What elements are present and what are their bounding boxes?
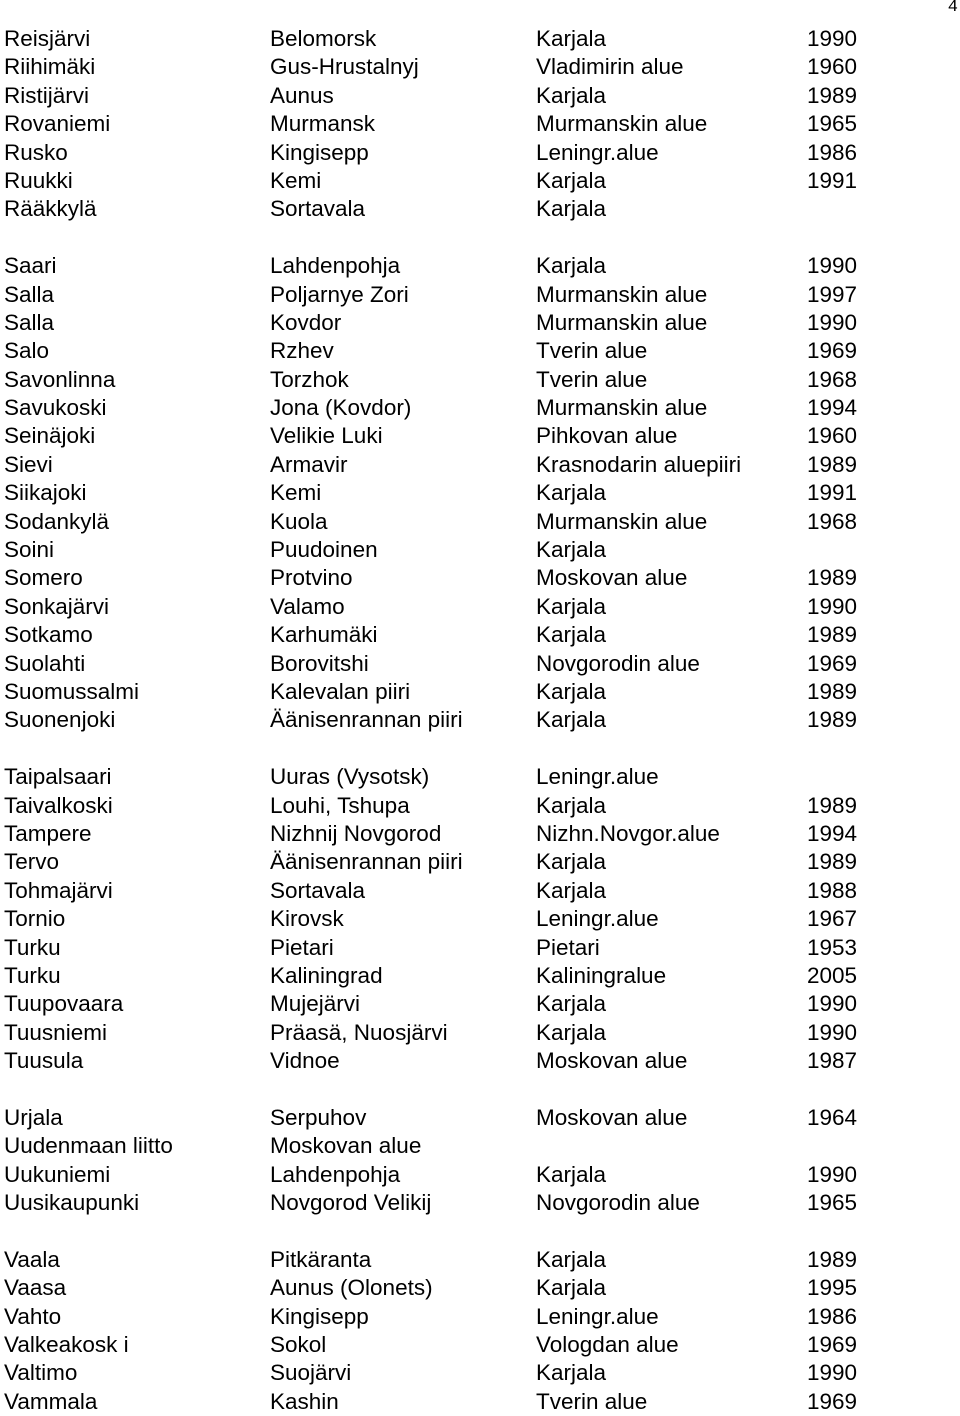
region-cell: Leningr.alue [536, 1303, 659, 1329]
partner-town-cell: Äänisenrannan piiri [270, 849, 463, 875]
finnish-municipality-cell: Turku [4, 962, 61, 988]
finnish-municipality-cell: Tampere [4, 820, 92, 846]
table-row [4, 1189, 884, 1217]
blank-row [4, 735, 884, 763]
partner-town-cell: Präasä, Nuosjärvi [270, 1019, 448, 1045]
finnish-municipality-cell: Somero [4, 565, 83, 591]
table-row [4, 593, 884, 621]
blank-row [4, 1217, 884, 1245]
region-cell: Novgorodin alue [536, 1190, 700, 1216]
year-cell: 1995 [806, 1275, 857, 1301]
finnish-municipality-cell: Savukoski [4, 395, 107, 421]
table-row [4, 1019, 884, 1047]
table-row [4, 366, 884, 394]
finnish-municipality-cell: Tuupovaara [4, 991, 124, 1017]
partner-town-cell: Puudoinen [270, 537, 378, 563]
finnish-municipality-cell: Vaala [4, 1246, 60, 1272]
table-row [4, 706, 884, 734]
finnish-municipality-cell: Sotkamo [4, 622, 93, 648]
partner-town-cell: Pietari [270, 934, 334, 960]
year-cell: 1989 [806, 1246, 857, 1272]
year-cell: 1968 [806, 366, 857, 392]
partner-town-cell: Poljarnye Zori [270, 281, 409, 307]
finnish-municipality-cell: Suolahti [4, 650, 86, 676]
table-row [4, 1047, 884, 1075]
finnish-municipality-cell: Uusikaupunki [4, 1190, 140, 1216]
region-cell: Nizhn.Novgor.alue [536, 820, 720, 846]
year-cell: 1990 [806, 991, 857, 1017]
finnish-municipality-cell: Salo [4, 338, 50, 364]
region-cell: Murmanskin alue [536, 309, 708, 335]
finnish-municipality-cell: Taipalsaari [4, 764, 112, 790]
year-cell: 1988 [806, 877, 857, 903]
region-cell: Karjala [536, 196, 607, 222]
table-row [4, 792, 884, 820]
year-cell: 1989 [806, 792, 857, 818]
year-cell: 1990 [806, 309, 857, 335]
region-cell: Karjala [536, 82, 607, 108]
table-row [4, 848, 884, 876]
partner-town-cell: Jona (Kovdor) [270, 395, 412, 421]
blank-row [4, 224, 884, 252]
partner-town-cell: Äänisenrannan piiri [270, 707, 463, 733]
partner-town-cell: Murmansk [270, 111, 376, 137]
partner-town-cell: Kemi [270, 480, 322, 506]
region-cell: Murmanskin alue [536, 111, 708, 137]
year-cell: 1990 [806, 253, 857, 279]
region-cell: Moskovan alue [536, 1048, 688, 1074]
region-cell: Karjala [536, 167, 607, 193]
table-row [4, 394, 884, 422]
finnish-municipality-cell: Siikajoki [4, 480, 87, 506]
table-row [4, 650, 884, 678]
region-cell: Karjala [536, 253, 607, 279]
region-cell: Karjala [536, 1019, 607, 1045]
year-cell: 1989 [806, 678, 857, 704]
partner-town-cell: Velikie Luki [270, 423, 383, 449]
region-cell: Tverin alue [536, 338, 648, 364]
region-cell: Karjala [536, 991, 607, 1017]
year-cell: 2005 [806, 962, 857, 988]
finnish-municipality-cell: Vaasa [4, 1275, 67, 1301]
finnish-municipality-cell: Riihimäki [4, 54, 96, 80]
year-cell: 1953 [806, 934, 857, 960]
partner-town-cell: Armavir [270, 451, 348, 477]
table-row [4, 990, 884, 1018]
finnish-municipality-cell: Salla [4, 281, 55, 307]
year-cell: 1987 [806, 1048, 857, 1074]
finnish-municipality-cell: Turku [4, 934, 61, 960]
year-cell: 1989 [806, 849, 857, 875]
table-row [4, 337, 884, 365]
year-cell: 1968 [806, 508, 857, 534]
partner-town-cell: Uuras (Vysotsk) [270, 764, 430, 790]
region-cell: Karjala [536, 1246, 607, 1272]
finnish-municipality-cell: Soini [4, 537, 55, 563]
table-row [4, 763, 884, 791]
blank-row [4, 1075, 884, 1103]
year-cell: 1989 [806, 451, 857, 477]
region-cell: Karjala [536, 1275, 607, 1301]
finnish-municipality-cell: Reisjärvi [4, 26, 91, 51]
year-cell: 1990 [806, 1019, 857, 1045]
region-cell: Leningr.alue [536, 139, 659, 165]
finnish-municipality-cell: Rääkkylä [4, 196, 97, 222]
partner-town-cell: Lahdenpohja [270, 253, 401, 279]
finnish-municipality-cell: Tohmajärvi [4, 877, 113, 903]
partner-town-cell: Novgorod Velikij [270, 1190, 432, 1216]
partner-town-cell: Protvino [270, 565, 353, 591]
region-cell: Vladimirin alue [536, 54, 684, 80]
year-cell: 1990 [806, 26, 857, 51]
table-row [4, 479, 884, 507]
region-cell: Karjala [536, 849, 607, 875]
table-row [4, 678, 884, 706]
partner-town-cell: Nizhnij Novgorod [270, 820, 442, 846]
partner-town-cell: Serpuhov [270, 1104, 367, 1130]
table-row [4, 1246, 884, 1274]
partner-town-cell: Sokol [270, 1331, 327, 1357]
finnish-municipality-cell: Urjala [4, 1104, 63, 1130]
region-cell: Murmanskin alue [536, 508, 708, 534]
region-cell: Murmanskin alue [536, 395, 708, 421]
year-cell: 1964 [806, 1104, 857, 1130]
partner-town-cell: Mujejärvi [270, 991, 361, 1017]
year-cell: 1989 [806, 82, 857, 108]
table-row [4, 1359, 884, 1387]
table-row [4, 110, 884, 138]
table-row [4, 25, 884, 53]
region-cell: Karjala [536, 537, 607, 563]
finnish-municipality-cell: Ristijärvi [4, 82, 90, 108]
region-cell: Tverin alue [536, 1388, 648, 1414]
table-row [4, 962, 884, 990]
year-cell: 1969 [806, 338, 857, 364]
town-twinning-table [4, 25, 884, 1416]
region-cell: Moskovan alue [536, 1104, 688, 1130]
table-row [4, 621, 884, 649]
region-cell: Moskovan alue [536, 565, 688, 591]
table-row [4, 422, 884, 450]
region-cell: Pietari [536, 934, 600, 960]
partner-town-cell: Kalevalan piiri [270, 678, 411, 704]
year-cell: 1969 [806, 1388, 857, 1414]
finnish-municipality-cell: Uukuniemi [4, 1161, 111, 1187]
partner-town-cell: Suojärvi [270, 1360, 352, 1386]
year-cell: 1990 [806, 1360, 857, 1386]
table-row [4, 536, 884, 564]
year-cell: 1994 [806, 395, 857, 421]
finnish-municipality-cell: Valkeakosk i [4, 1331, 129, 1357]
finnish-municipality-cell: Savonlinna [4, 366, 116, 392]
partner-town-cell: Kemi [270, 167, 322, 193]
partner-town-cell: Kuola [270, 508, 328, 534]
region-cell: Karjala [536, 622, 607, 648]
finnish-municipality-cell: Sievi [4, 451, 53, 477]
finnish-municipality-cell: Tervo [4, 849, 60, 875]
year-cell: 1990 [806, 1161, 857, 1187]
region-cell: Karjala [536, 877, 607, 903]
table-row [4, 877, 884, 905]
partner-town-cell: Borovitshi [270, 650, 369, 676]
partner-town-cell: Sortavala [270, 877, 366, 903]
year-cell: 1986 [806, 139, 857, 165]
partner-town-cell: Moskovan alue [270, 1133, 422, 1159]
year-cell: 1965 [806, 1190, 857, 1216]
partner-town-cell: Torzhok [270, 366, 349, 392]
partner-town-cell: Kovdor [270, 309, 342, 335]
table-row [4, 905, 884, 933]
year-cell: 1989 [806, 565, 857, 591]
region-cell: Novgorodin alue [536, 650, 700, 676]
finnish-municipality-cell: Tuusula [4, 1048, 84, 1074]
finnish-municipality-cell: Saari [4, 253, 57, 279]
table-row [4, 1303, 884, 1331]
table-row [4, 508, 884, 536]
finnish-municipality-cell: Rusko [4, 139, 68, 165]
year-cell: 1989 [806, 707, 857, 733]
year-cell: 1991 [806, 167, 857, 193]
region-cell: Vologdan alue [536, 1331, 679, 1357]
table-row [4, 281, 884, 309]
partner-town-cell: Lahdenpohja [270, 1161, 401, 1187]
year-cell: 1965 [806, 111, 857, 137]
partner-town-cell: Valamo [270, 593, 345, 619]
partner-town-cell: Gus-Hrustalnyj [270, 54, 419, 80]
finnish-municipality-cell: Seinäjoki [4, 423, 96, 449]
finnish-municipality-cell: Sodankylä [4, 508, 110, 534]
table-row [4, 820, 884, 848]
table-row [4, 53, 884, 81]
table-row [4, 1388, 884, 1416]
partner-town-cell: Belomorsk [270, 26, 377, 51]
region-cell: Leningr.alue [536, 764, 659, 790]
finnish-municipality-cell: Suonenjoki [4, 707, 116, 733]
finnish-municipality-cell: Sonkajärvi [4, 593, 110, 619]
year-cell: 1969 [806, 650, 857, 676]
region-cell: Karjala [536, 1161, 607, 1187]
region-cell: Pihkovan alue [536, 423, 678, 449]
year-cell: 1960 [806, 423, 857, 449]
table-row [4, 1104, 884, 1132]
finnish-municipality-cell: Vammala [4, 1388, 98, 1414]
finnish-municipality-cell: Vahto [4, 1303, 62, 1329]
region-cell: Kaliningralue [536, 962, 667, 988]
finnish-municipality-cell: Tornio [4, 906, 66, 932]
partner-town-cell: Louhi, Tshupa [270, 792, 410, 818]
table-row [4, 309, 884, 337]
region-cell: Karjala [536, 792, 607, 818]
table-row [4, 451, 884, 479]
table-row [4, 564, 884, 592]
year-cell: 1960 [806, 54, 857, 80]
partner-town-cell: Kirovsk [270, 906, 344, 932]
finnish-municipality-cell: Tuusniemi [4, 1019, 107, 1045]
table-row [4, 934, 884, 962]
partner-town-cell: Aunus (Olonets) [270, 1275, 433, 1301]
partner-town-cell: Rzhev [270, 338, 334, 364]
table-row [4, 1331, 884, 1359]
partner-town-cell: Karhumäki [270, 622, 378, 648]
partner-town-cell: Kingisepp [270, 139, 369, 165]
year-cell: 1967 [806, 906, 857, 932]
table-row [4, 252, 884, 280]
table-row [4, 82, 884, 110]
table-row [4, 139, 884, 167]
finnish-municipality-cell: Salla [4, 309, 55, 335]
partner-town-cell: Kashin [270, 1388, 339, 1414]
year-cell: 1969 [806, 1331, 857, 1357]
table-row [4, 1274, 884, 1302]
year-cell: 1989 [806, 622, 857, 648]
partner-town-cell: Aunus [270, 82, 334, 108]
region-cell: Krasnodarin aluepiiri [536, 451, 742, 477]
region-cell: Karjala [536, 707, 607, 733]
table-row [4, 195, 884, 223]
region-cell: Tverin alue [536, 366, 648, 392]
finnish-municipality-cell: Valtimo [4, 1360, 78, 1386]
finnish-municipality-cell: Ruukki [4, 167, 73, 193]
year-cell: 1990 [806, 593, 857, 619]
year-cell: 1994 [806, 820, 857, 846]
region-cell: Karjala [536, 480, 607, 506]
finnish-municipality-cell: Suomussalmi [4, 678, 140, 704]
finnish-municipality-cell: Rovaniemi [4, 111, 111, 137]
table-row [4, 1132, 884, 1160]
table-row [4, 167, 884, 195]
region-cell: Murmanskin alue [536, 281, 708, 307]
partner-town-cell: Vidnoe [270, 1048, 340, 1074]
partner-town-cell: Kaliningrad [270, 962, 383, 988]
region-cell: Karjala [536, 26, 607, 51]
region-cell: Karjala [536, 593, 607, 619]
partner-town-cell: Kingisepp [270, 1303, 369, 1329]
region-cell: Karjala [536, 678, 607, 704]
page-number: 4 [947, 0, 958, 17]
year-cell: 1991 [806, 480, 857, 506]
year-cell: 1986 [806, 1303, 857, 1329]
finnish-municipality-cell: Uudenmaan liitto [4, 1133, 173, 1159]
finnish-municipality-cell: Taivalkoski [4, 792, 113, 818]
year-cell: 1997 [806, 281, 857, 307]
region-cell: Leningr.alue [536, 906, 659, 932]
partner-town-cell: Pitkäranta [270, 1246, 372, 1272]
region-cell: Karjala [536, 1360, 607, 1386]
partner-town-cell: Sortavala [270, 196, 366, 222]
table-row [4, 1161, 884, 1189]
